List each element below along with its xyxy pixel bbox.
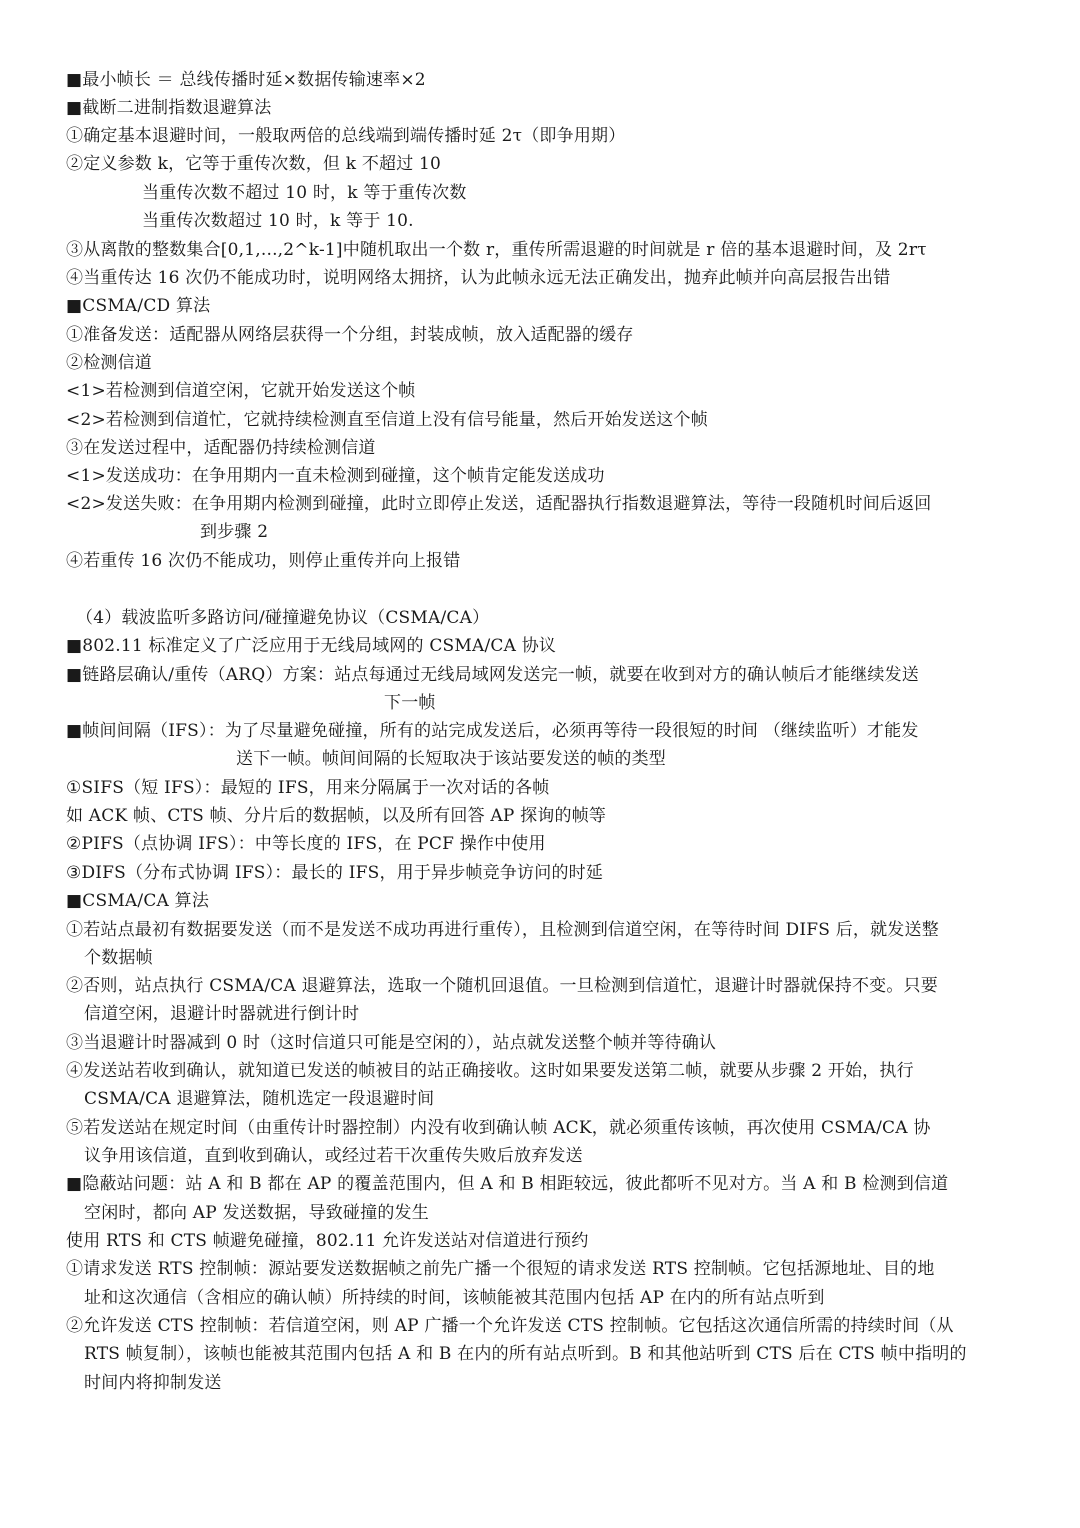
text-line: 如 ACK 帧、CTS 帧、分片后的数据帧，以及所有回答 AP 探询的帧等 <box>66 806 607 826</box>
text-line: ②允许发送 CTS 控制帧：若信道空闲，则 AP 广播一个允许发送 CTS 控制帧。它包括这次通信所需的持续时间（从 <box>66 1316 954 1336</box>
text-line: ①SIFS（短 IFS）：最短的 IFS，用来分隔属于一次对话的各帧 <box>66 778 550 798</box>
text-line: ■802.11 标准定义了广泛应用于无线局域网的 CSMA/CA 协议 <box>66 636 557 656</box>
section-heading: （4）载波监听多路访问/碰撞避免协议（CSMA/CA） <box>76 608 490 628</box>
text-line: ②定义参数 k，它等于重传次数，但 k 不超过 10 <box>66 154 442 174</box>
text-line: 到步骤 2 <box>200 522 269 542</box>
text-line: ①确定基本退避时间，一般取两倍的总线端到端传播时延 2τ（即争用期） <box>66 126 626 146</box>
text-line: 个数据帧 <box>84 948 153 968</box>
text-line: <2>若检测到信道忙，它就持续检测直至信道上没有信号能量，然后开始发送这个帧 <box>66 410 708 430</box>
text-line: ③DIFS（分布式协调 IFS）：最长的 IFS，用于异步帧竞争访问的时延 <box>66 863 604 883</box>
text-line: 址和这次通信（含相应的确认帧）所持续的时间，该帧能被其范围内包括 AP 在内的所有站点听到 <box>84 1288 825 1308</box>
text-line: 使用 RTS 和 CTS 帧避免碰撞，802.11 允许发送站对信道进行预约 <box>66 1231 589 1251</box>
text-line: CSMA/CA 退避算法，随机选定一段退避时间 <box>84 1089 435 1109</box>
text-line: 下一帧 <box>384 693 436 713</box>
text-line: RTS 帧复制），该帧也能被其范围内包括 A 和 B 在内的所有站点听到。B 和其他站听到 CTS 后在 CTS 帧中指明的 <box>84 1344 967 1364</box>
text-line: <1>若检测到信道空闲，它就开始发送这个帧 <box>66 381 416 401</box>
text-line: 当重传次数超过 10 时，k 等于 10. <box>142 211 414 231</box>
text-line: ■链路层确认/重传（ARQ）方案：站点每通过无线局域网发送完一帧，就要在收到对方的确认帧后才能继续发送 <box>66 665 920 685</box>
text-line: ③当退避计时器减到 0 时（这时信道只可能是空闲的），站点就发送整个帧并等待确认 <box>66 1033 717 1053</box>
text-line: ②检测信道 <box>66 353 152 373</box>
text-line: ■最小帧长 ＝ 总线传播时延×数据传输速率×2 <box>66 70 426 90</box>
text-line: ②否则，站点执行 CSMA/CA 退避算法，选取一个随机回退值。一旦检测到信道忙，退避计时器就保持不变。只要 <box>66 976 938 996</box>
text-line: ④若重传 16 次仍不能成功，则停止重传并向上报错 <box>66 551 461 571</box>
text-line: ■隐蔽站问题：站 A 和 B 都在 AP 的覆盖范围内，但 A 和 B 相距较远，彼此都听不见对方。当 A 和 B 检测到信道 <box>66 1174 949 1194</box>
text-line: ①若站点最初有数据要发送（而不是发送不成功再进行重传），且检测到信道空闲，在等待时间 DIFS 后，就发送整 <box>66 920 939 940</box>
text-line: ④当重传达 16 次仍不能成功时，说明网络太拥挤，认为此帧永远无法正确发出，抛弃此帧并向高层报告出错 <box>66 268 891 288</box>
text-line: ⑤若发送站在规定时间（由重传计时器控制）内没有收到确认帧 ACK，就必须重传该帧，再次使用 CSMA/CA 协 <box>66 1118 931 1138</box>
text-line: ■CSMA/CA 算法 <box>66 891 210 911</box>
text-line: ■帧间间隔（IFS）：为了尽量避免碰撞，所有的站完成发送后，必须再等待一段很短的时间 （继续监听）才能发 <box>66 721 919 741</box>
text-line: 送下一帧。帧间间隔的长短取决于该站要发送的帧的类型 <box>236 749 666 769</box>
text-line: ②PIFS（点协调 IFS）：中等长度的 IFS，在 PCF 操作中使用 <box>66 834 546 854</box>
text-line: <1>发送成功：在争用期内一直未检测到碰撞，这个帧肯定能发送成功 <box>66 466 605 486</box>
text-line: ■截断二进制指数退避算法 <box>66 98 272 118</box>
text-line: ①准备发送：适配器从网络层获得一个分组，封装成帧，放入适配器的缓存 <box>66 325 634 345</box>
text-line: ④发送站若收到确认，就知道已发送的帧被目的站正确接收。这时如果要发送第二帧，就要从步骤 2 开始，执行 <box>66 1061 914 1081</box>
text-line: <2>发送失败：在争用期内检测到碰撞，此时立即停止发送，适配器执行指数退避算法，等待一段随机时间后返回 <box>66 494 932 514</box>
text-line: ■CSMA/CD 算法 <box>66 296 211 316</box>
text-line: 信道空闲，退避计时器就进行倒计时 <box>84 1004 360 1024</box>
text-line: 当重传次数不超过 10 时，k 等于重传次数 <box>142 183 467 203</box>
text-line: 空闲时，都向 AP 发送数据，导致碰撞的发生 <box>84 1203 429 1223</box>
text-line: ①请求发送 RTS 控制帧：源站要发送数据帧之前先广播一个很短的请求发送 RTS 控制帧。它包括源地址、目的地 <box>66 1259 935 1279</box>
text-line: 时间内将抑制发送 <box>84 1373 222 1393</box>
text-line: 议争用该信道，直到收到确认，或经过若干次重传失败后放弃发送 <box>84 1146 583 1166</box>
text-line: ③从离散的整数集合[0,1,...,2^k-1]中随机取出一个数 r，重传所需退避的时间就是 r 倍的基本退避时间，及 2rτ <box>66 240 927 260</box>
text-line: ③在发送过程中，适配器仍持续检测信道 <box>66 438 376 458</box>
